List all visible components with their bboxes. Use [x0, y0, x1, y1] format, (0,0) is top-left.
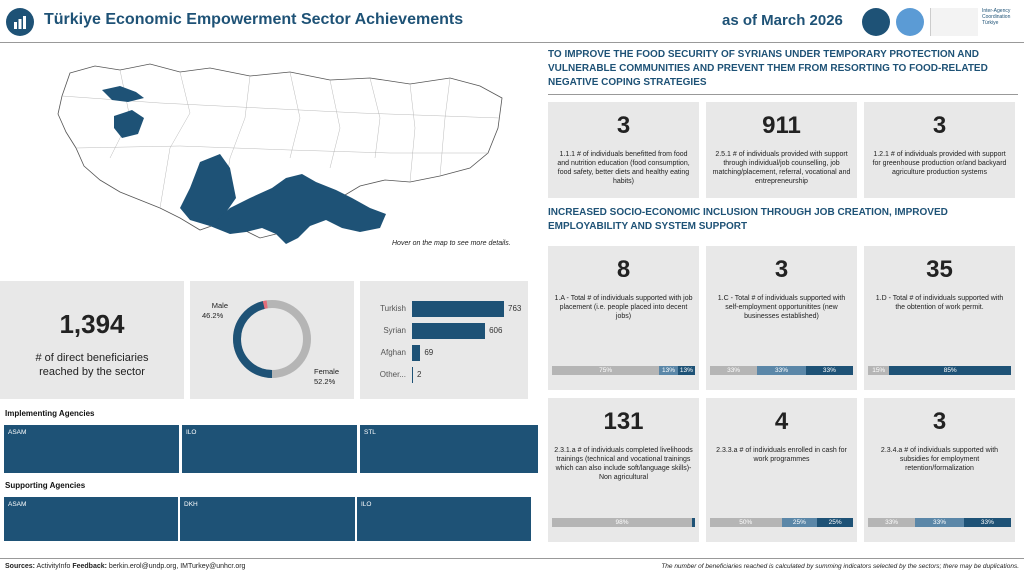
indicator-breakdown-bar[interactable]	[868, 518, 1011, 527]
nationality-value: 69	[424, 348, 434, 357]
partner-logo-icon	[930, 8, 978, 36]
breakdown-segment[interactable]: 98%	[552, 518, 692, 527]
card-2-3-4-a[interactable]	[864, 398, 1015, 542]
other-slice[interactable]	[230, 297, 314, 381]
indicator-value: 3	[932, 112, 947, 139]
breakdown-segment[interactable]: 25%	[782, 518, 818, 527]
male-percent: 46.2%	[202, 311, 224, 320]
indicator-description: 2.3.3.a # of individuals enrolled in cash for work programmes	[716, 447, 847, 463]
card-2-3-1-a[interactable]	[548, 398, 699, 542]
indicator-description: 2.5.1 # of individuals provided with support through individual/job counselling, job matching/placement, referral, vocational and entrepreneurship	[712, 151, 851, 185]
sector-logo-icon	[6, 8, 34, 36]
sources-label: Sources:	[5, 563, 35, 570]
card-1-a[interactable]	[548, 246, 699, 390]
page-title: Türkiye Economic Empowerment Sector Achievements	[44, 11, 464, 28]
nationality-card	[360, 281, 528, 399]
header	[0, 0, 1024, 44]
breakdown-segment[interactable]	[692, 518, 695, 527]
indicator-description: 1.D - Total # of individuals supported with the obtention of work permit.	[875, 295, 1004, 311]
breakdown-segment[interactable]: 33%	[915, 518, 964, 527]
indicator-breakdown-bar[interactable]	[710, 518, 853, 527]
implementing-agencies-title: Implementing Agencies	[5, 409, 95, 418]
indicator-value: 131	[603, 408, 644, 435]
breakdown-segment[interactable]: 33%	[757, 366, 806, 375]
footer-note: The number of beneficiaries reached is calculated by summing indicators selected by the sectors; there may be duplications.	[661, 563, 1019, 570]
nationality-bar-chart[interactable]	[360, 281, 528, 399]
sources-value: ActivityInfo	[36, 563, 71, 570]
nationality-label: Syrian	[383, 326, 406, 335]
supporting-agencies-title: Supporting Agencies	[5, 481, 86, 490]
indicator-value: 3	[774, 256, 789, 283]
card-2-3-3-a[interactable]	[706, 398, 857, 542]
nationality-value: 606	[489, 326, 503, 335]
breakdown-segment[interactable]: 25%	[817, 518, 853, 527]
indicator-value: 3	[616, 112, 631, 139]
indicator-value: 35	[926, 256, 953, 283]
gender-donut-chart[interactable]	[230, 297, 314, 381]
card-1-1-1[interactable]	[548, 102, 699, 198]
indicator-description: 1.1.1 # of individuals benefitted from food and nutrition education (food consumption, food safety, better diets and healthy eating habits)	[557, 151, 690, 185]
nationality-label: Other...	[379, 370, 406, 379]
indicator-description: 1.A - Total # of individuals supported with job placement (i.e. people placed into decent jobs)	[554, 295, 693, 320]
nationality-bar[interactable]	[412, 323, 485, 339]
as-of-date: as of March 2026	[722, 12, 843, 29]
breakdown-segment[interactable]: 85%	[889, 366, 1011, 375]
map-hint: Hover on the map to see more details.	[392, 240, 511, 247]
unhcr-logo-icon	[896, 8, 924, 36]
indicator-value: 3	[932, 408, 947, 435]
indicator-value: 8	[616, 256, 631, 283]
breakdown-segment[interactable]: 13%	[678, 366, 695, 375]
nationality-bar[interactable]	[412, 367, 413, 383]
indicator-description: 1.C - Total # of individuals supported with self-employment opportunitites (new businesses established)	[717, 295, 846, 320]
nationality-bar[interactable]	[412, 301, 504, 317]
nationality-value: 2	[417, 370, 422, 379]
nationality-label: Afghan	[380, 348, 406, 357]
total-beneficiaries-card	[0, 281, 184, 399]
undp-logo-icon	[862, 8, 890, 36]
footer-divider	[0, 558, 1024, 559]
female-label: Female	[314, 367, 340, 376]
nationality-label: Turkish	[380, 304, 406, 313]
feedback-emails[interactable]: berkin.erol@undp.org, IMTurkey@unhcr.org	[108, 563, 246, 570]
indicator-description: 2.3.1.a # of individuals completed livelihoods trainings (technical and vocational trainings which can also include soft/language skills)- Non agricultural	[554, 447, 693, 481]
card-1-c[interactable]	[706, 246, 857, 390]
nationality-value: 763	[508, 304, 522, 313]
breakdown-segment[interactable]: 15%	[868, 366, 889, 375]
section-socio-economic-title: INCREASED SOCIO-ECONOMIC INCLUSION THROUGH JOB CREATION, IMPROVED EMPLOYABILITY AND SYSTEM SUPPORT	[548, 207, 948, 232]
breakdown-segment[interactable]: 50%	[710, 518, 782, 527]
breakdown-segment[interactable]: 33%	[710, 366, 757, 375]
indicator-description: 1.2.1 # of individuals provided with support for greenhouse production or/and backyard agriculture production systems	[872, 151, 1007, 176]
breakdown-segment[interactable]: 13%	[659, 366, 678, 375]
male-label: Male	[211, 301, 228, 310]
breakdown-segment[interactable]: 33%	[806, 366, 853, 375]
female-percent: 52.2%	[314, 377, 336, 386]
nationality-bar[interactable]	[412, 345, 420, 361]
indicator-value: 4	[774, 408, 789, 435]
iacg-logo-text: Inter-Agency Coordination Türkiye	[982, 8, 1011, 26]
card-2-5-1[interactable]	[706, 102, 857, 198]
implementing-agency-asam[interactable]: ASAM	[4, 425, 179, 473]
footer-sources	[5, 563, 245, 570]
supporting-agency-asam[interactable]: ASAM	[4, 497, 178, 541]
card-1-d[interactable]	[864, 246, 1015, 390]
indicator-breakdown-bar[interactable]	[868, 366, 1011, 375]
total-beneficiaries-value: 1,394	[59, 309, 125, 339]
indicator-breakdown-bar[interactable]	[710, 366, 853, 375]
header-divider	[0, 42, 1024, 43]
breakdown-segment[interactable]: 33%	[964, 518, 1011, 527]
gender-card	[190, 281, 354, 399]
section-food-security-title: TO IMPROVE THE FOOD SECURITY OF SYRIANS UNDER TEMPORARY PROTECTION AND VULNERABLE COMMUNITIES AND PREVENT THEM FROM RESORTING TO FOOD-RELATED NEGATIVE COPING STRATEGIES	[548, 49, 988, 88]
section-divider	[548, 94, 1018, 95]
feedback-label: Feedback:	[72, 563, 107, 570]
breakdown-segment[interactable]: 75%	[552, 366, 659, 375]
implementing-agency-stl[interactable]: STL	[360, 425, 538, 473]
indicator-description: 2.3.4.a # of individuals supported with subsidies for employment retention/formalization	[880, 447, 999, 472]
indicator-breakdown-bar[interactable]	[552, 366, 695, 375]
supporting-agency-dkh[interactable]: DKH	[180, 497, 355, 541]
turkiye-map[interactable]	[40, 58, 530, 258]
implementing-agency-ilo[interactable]: ILO	[182, 425, 357, 473]
supporting-agency-ilo[interactable]: ILO	[357, 497, 531, 541]
breakdown-segment[interactable]: 33%	[868, 518, 915, 527]
total-beneficiaries-label: # of direct beneficiaries reached by the sector	[35, 352, 149, 378]
card-1-2-1[interactable]	[864, 102, 1015, 198]
indicator-value: 911	[762, 112, 801, 139]
indicator-breakdown-bar[interactable]	[552, 518, 695, 527]
